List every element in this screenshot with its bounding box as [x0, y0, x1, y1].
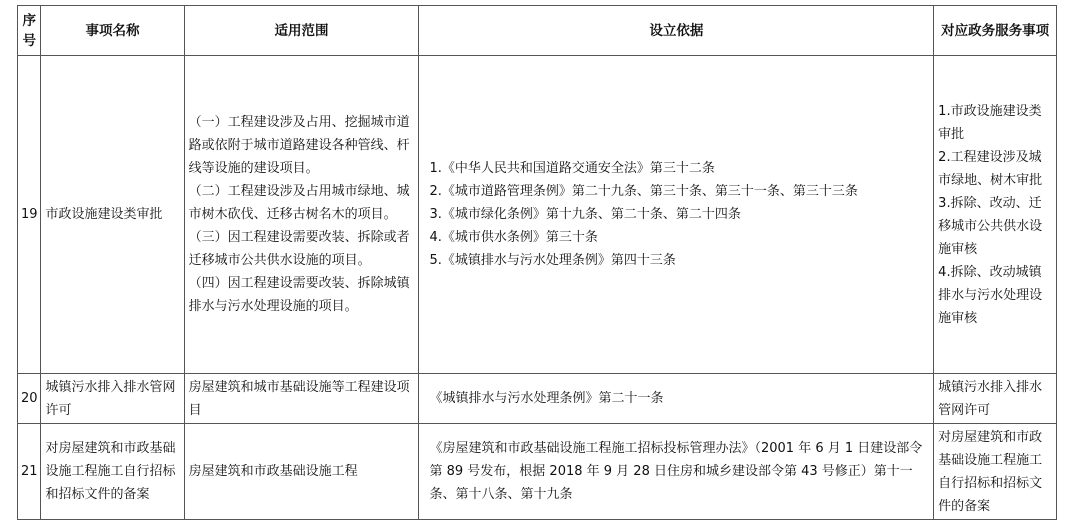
row-number: 19: [18, 56, 41, 374]
service-item: 1.市政设施建设类审批: [938, 103, 1042, 142]
service-cell: [934, 56, 1057, 374]
item-name: 城镇污水排入排水管网许可: [41, 374, 184, 424]
scope-cell: [184, 374, 419, 424]
basis-item: 1.《中华人民共和国道路交通安全法》第三十二条: [429, 161, 715, 176]
header-scope: 适用范围: [184, 6, 419, 56]
header-name: 事项名称: [41, 6, 184, 56]
header-row: [18, 6, 1057, 56]
scope-paragraph: 房屋建筑和市政基础设施工程: [188, 464, 358, 479]
service-item: 城镇污水排入排水管网许可: [938, 379, 1043, 418]
scope-paragraph: （二）工程建设涉及占用城市绿地、城市树木砍伐、迁移古树名木的项目。: [188, 184, 410, 222]
basis-cell: [419, 56, 934, 374]
basis-item: 5.《城镇排水与污水处理条例》第四十三条: [429, 253, 676, 268]
item-name: 对房屋建筑和市政基础设施工程施工自行招标和招标文件的备案: [41, 424, 184, 520]
service-item: 对房屋建筑和市政基础设施工程施工自行招标和招标文件的备案: [938, 429, 1043, 514]
basis-item: 《房屋建筑和市政基础设施工程施工招标投标管理办法》（2001 年 6 月 1 日建设部令第 89 号发布，根据 2018 年 9 月 28 日住房和城乡建设部令第 43 号修正）第十一条、第十八条、第十九条: [429, 441, 923, 502]
table-row: [18, 374, 1057, 424]
basis-cell: [419, 424, 934, 520]
approval-items-table: [17, 5, 1057, 520]
table-row: [18, 56, 1057, 374]
scope-paragraph: （一）工程建设涉及占用、挖掘城市道路或依附于城市道路建设各种管线、杆线等设施的建设项目。: [188, 115, 410, 176]
row-number: 21: [18, 424, 41, 520]
row-number: 20: [18, 374, 41, 424]
header-no: 序号: [18, 6, 41, 56]
item-name: 市政设施建设类审批: [41, 56, 184, 374]
service-cell: [934, 424, 1057, 520]
header-basis: 设立依据: [419, 6, 934, 56]
basis-item: 3.《城市绿化条例》第十九条、第二十条、第二十四条: [429, 207, 741, 222]
scope-paragraph: （三）因工程建设需要改装、拆除或者迁移城市公共供水设施的项目。: [188, 230, 410, 268]
basis-cell: [419, 374, 934, 424]
basis-item: 2.《城市道路管理条例》第二十九条、第三十条、第三十一条、第三十三条: [429, 184, 858, 199]
scope-paragraph: 房屋建筑和城市基础设施等工程建设项目: [188, 379, 410, 418]
service-item: 3.拆除、改动、迁移城市公共供水设施审核: [938, 195, 1043, 257]
basis-item: 4.《城市供水条例》第三十条: [429, 230, 598, 245]
scope-paragraph: （四）因工程建设需要改装、拆除城镇排水与污水处理设施的项目。: [188, 276, 410, 314]
service-cell: [934, 374, 1057, 424]
scope-cell: [184, 56, 419, 374]
table-row: [18, 424, 1057, 520]
service-item: 4.拆除、改动城镇排水与污水处理设施审核: [938, 264, 1043, 326]
header-service: 对应政务服务事项: [934, 6, 1057, 56]
service-item: 2.工程建设涉及城市绿地、树木审批: [938, 149, 1043, 188]
scope-cell: [184, 424, 419, 520]
basis-item: 《城镇排水与污水处理条例》第二十一条: [429, 391, 664, 406]
